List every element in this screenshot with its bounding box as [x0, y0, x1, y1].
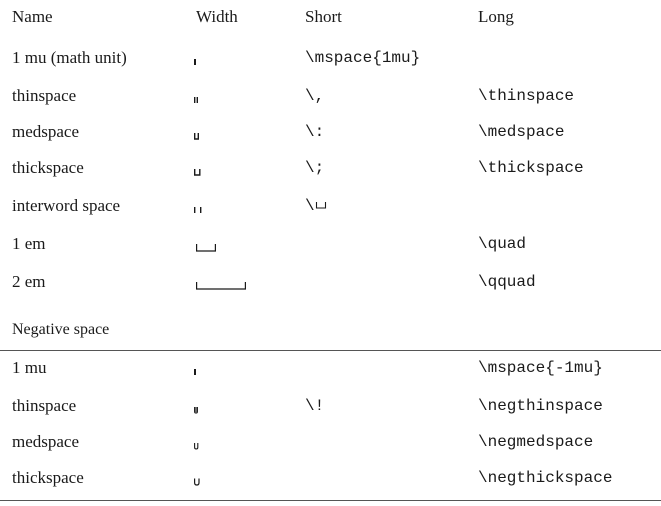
- row-name: thinspace: [12, 86, 77, 105]
- row-long: \thickspace: [478, 159, 584, 177]
- interword-width-icon: [194, 196, 274, 216]
- neg-row-long: \mspace{-1mu}: [478, 359, 603, 377]
- neg-row-name: medspace: [12, 432, 80, 451]
- qquad-width-icon: [196, 272, 276, 292]
- column-header-short: Short: [305, 7, 342, 26]
- table-bottom-rule: [0, 500, 661, 501]
- visible-space-icon: [315, 196, 327, 210]
- negthick-width-icon: [194, 468, 274, 488]
- neg-row-name: 1 mu: [12, 358, 47, 377]
- column-header-name: Name: [12, 7, 53, 26]
- row-short: \;: [305, 159, 325, 177]
- neg-row-name: thinspace: [12, 396, 77, 415]
- row-long: \thinspace: [478, 87, 575, 105]
- neg-row-long: \negthickspace: [478, 469, 613, 487]
- row-name: 1 mu (math unit): [12, 48, 127, 67]
- neg-row-long: \negmedspace: [478, 433, 594, 451]
- row-long: \medspace: [478, 123, 565, 141]
- column-header-width: Width: [196, 7, 238, 26]
- row-name: interword space: [12, 196, 121, 215]
- row-short: \:: [305, 123, 325, 141]
- row-short: \mspace{1mu}: [305, 49, 421, 67]
- row-name: 1 em: [12, 234, 46, 253]
- row-short-interword: [305, 196, 327, 216]
- row-short: \,: [305, 87, 325, 105]
- row-name: medspace: [12, 122, 80, 141]
- thickspace-width-icon: [194, 158, 274, 178]
- negmed-width-icon: [194, 432, 274, 452]
- row-name: thickspace: [12, 158, 84, 177]
- column-header-long: Long: [478, 7, 514, 26]
- negthin-width-icon: [194, 396, 274, 416]
- row-long: \quad: [478, 235, 527, 253]
- row-name: 2 em: [12, 272, 46, 291]
- row-long: \qquad: [478, 273, 536, 291]
- neg-row-short: \!: [305, 397, 325, 415]
- quad-width-icon: [196, 234, 276, 254]
- bar-1mu-icon: [194, 48, 274, 68]
- neg-row-name: thickspace: [12, 468, 84, 487]
- negative-space-section-title: Negative space: [12, 321, 110, 338]
- medspace-width-icon: [194, 122, 274, 142]
- section-divider: [0, 350, 661, 351]
- neg-row-long: \negthinspace: [478, 397, 603, 415]
- thinspace-width-icon: [194, 86, 274, 106]
- neg-1mu-width-icon: [194, 358, 274, 378]
- row-short: \: [305, 197, 315, 215]
